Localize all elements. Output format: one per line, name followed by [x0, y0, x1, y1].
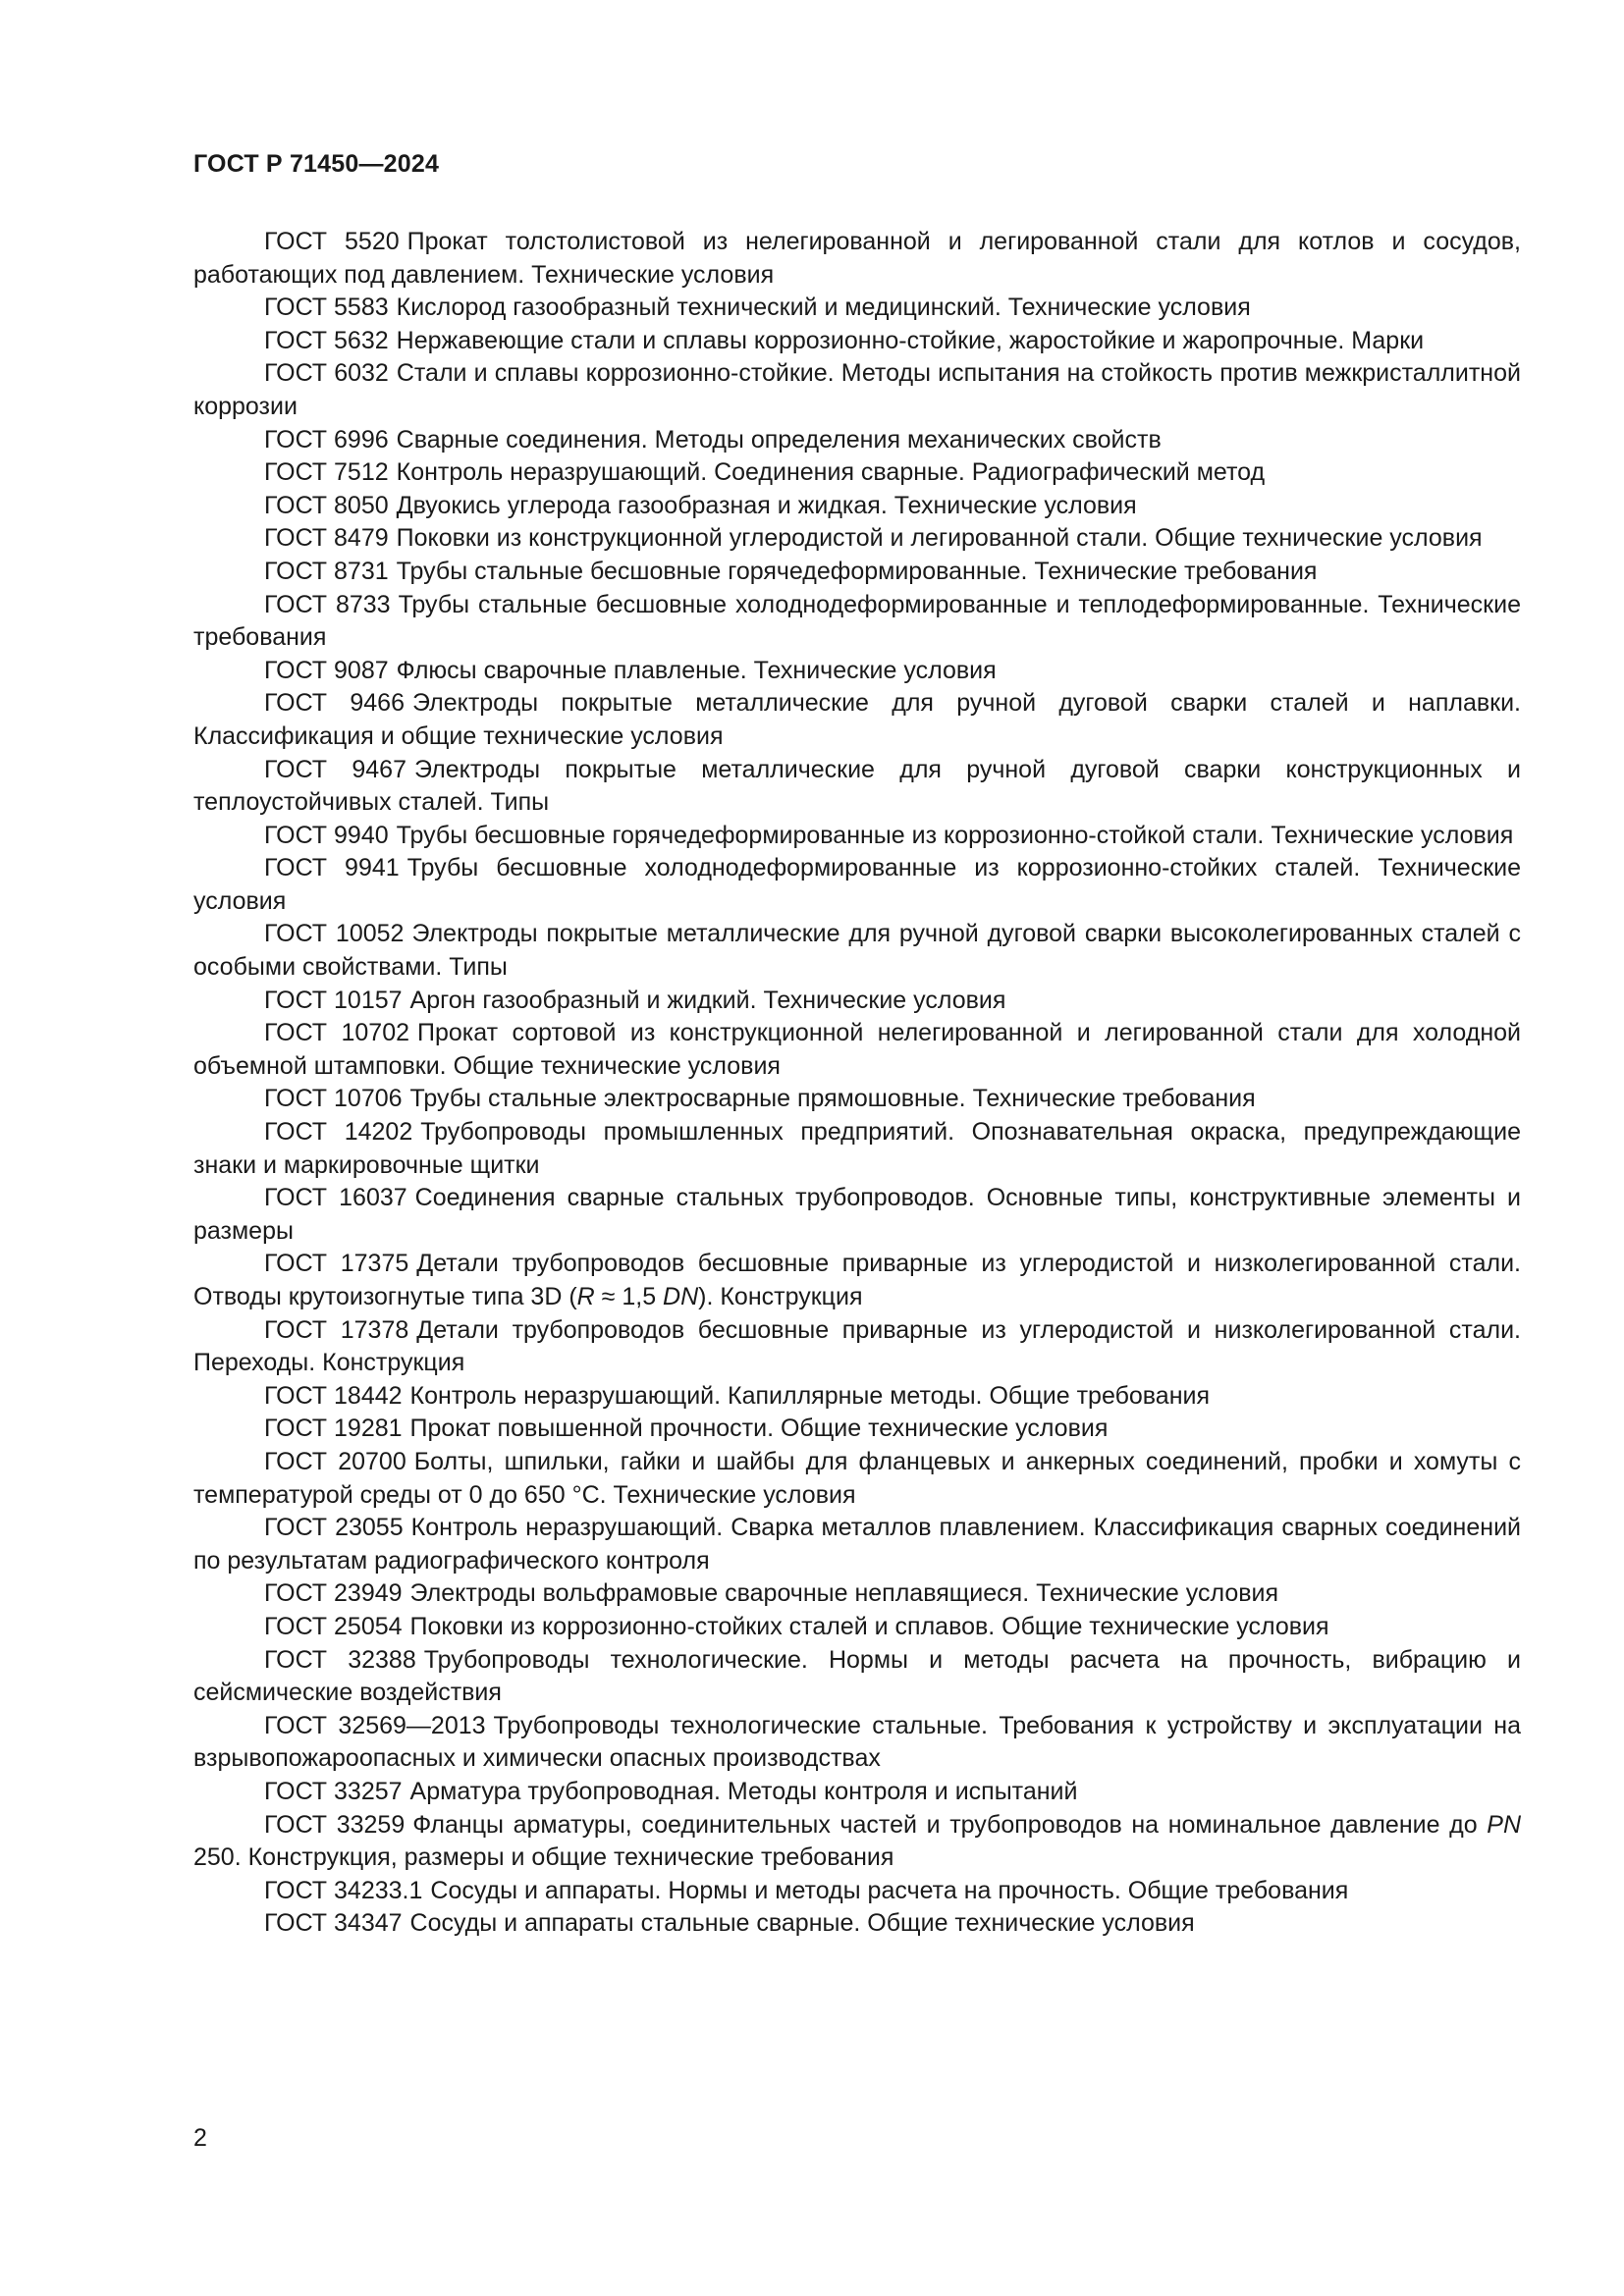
nominal-diameter-symbol: DN [663, 1283, 699, 1310]
reference-code: ГОСТ 5520 [264, 228, 400, 255]
reference-item [193, 1776, 1521, 1809]
reference-code: ГОСТ 8479 [264, 524, 389, 553]
reference-code: ГОСТ 23949 [264, 1579, 403, 1608]
reference-item [193, 1182, 1521, 1248]
reference-item [193, 1907, 1521, 1941]
reference-item [193, 292, 1521, 325]
reference-code: ГОСТ 10157 [264, 986, 403, 1014]
reference-title: Трубы бесшовные горячедеформированные из коррозионно-стойкой стали. Технические условия [396, 821, 1514, 849]
reference-item [193, 918, 1521, 984]
reference-code: ГОСТ 19281 [264, 1415, 403, 1443]
reference-title: Детали трубопроводов бесшовные приварные из углеродистой и низколегированной стали. Отводы крутоизогнутые типа 3D ( [193, 1250, 1521, 1310]
reference-item [193, 820, 1521, 853]
reference-code: ГОСТ 18442 [264, 1381, 403, 1410]
reference-item [193, 1116, 1521, 1182]
reference-item [193, 522, 1521, 556]
reference-item [193, 1809, 1521, 1875]
reference-item [193, 754, 1521, 820]
reference-code: ГОСТ 8731 [264, 557, 389, 585]
reference-item [193, 226, 1521, 292]
reference-item [193, 1380, 1521, 1414]
reference-item [193, 1314, 1521, 1380]
reference-title: Прокат толстолистовой из нелегированной и легированной стали для котлов и сосудов, работающих под давлением. Технические условия [193, 228, 1521, 289]
reference-code: ГОСТ 23055 [264, 1514, 404, 1542]
reference-item [193, 1577, 1521, 1611]
radius-symbol: R [576, 1283, 595, 1310]
reference-code: ГОСТ 20700 [264, 1447, 406, 1475]
reference-item [193, 985, 1521, 1018]
reference-item [193, 456, 1521, 490]
reference-item [193, 1446, 1521, 1512]
reference-code: ГОСТ 10706 [264, 1085, 403, 1113]
reference-title: Электроды покрытые металлические для ручной дуговой сварки конструкционных и теплоустойчивых сталей. Типы [193, 755, 1522, 817]
reference-title-end: ). Конструкция [698, 1283, 863, 1310]
reference-code: ГОСТ 8733 [264, 590, 391, 618]
reference-item [193, 556, 1521, 589]
reference-code: ГОСТ 17375 [264, 1250, 409, 1278]
reference-title: Сварные соединения. Методы определения механических свойств [396, 425, 1162, 454]
reference-code: ГОСТ 6996 [264, 425, 389, 454]
reference-title: Трубы бесшовные холоднодеформированные из коррозионно-стойких сталей. Технические условия [193, 854, 1521, 915]
reference-item [193, 1611, 1521, 1644]
reference-item [193, 357, 1521, 423]
reference-title: Прокат повышенной прочности. Общие технические условия [409, 1415, 1109, 1443]
reference-title-end: 250. Конструкция, размеры и общие технические требования [193, 1843, 894, 1872]
reference-code: ГОСТ 6032 [264, 359, 389, 388]
document-header: ГОСТ Р 71450—2024 [193, 150, 440, 178]
reference-title: Флюсы сварочные плавленые. Технические условия [396, 656, 997, 684]
reference-code: ГОСТ 10702 [264, 1019, 409, 1047]
reference-item [193, 1413, 1521, 1446]
normative-references-list [193, 226, 1521, 1941]
reference-title: Электроды покрытые металлические для ручной дуговой сварки сталей и наплавки. Классификация и общие технические условия [193, 689, 1521, 750]
reference-code: ГОСТ 32569—2013 [264, 1711, 486, 1739]
reference-title: Поковки из коррозионно-стойких сталей и сплавов. Общие технические условия [409, 1612, 1329, 1640]
nominal-pressure-symbol: PN [1487, 1810, 1521, 1839]
reference-code: ГОСТ 9087 [264, 656, 389, 684]
reference-title: Трубы стальные электросварные прямошовные. Технические требования [409, 1085, 1256, 1113]
reference-title: Фланцы арматуры, соединительных частей и трубопроводов на номинальное давление до [412, 1810, 1488, 1839]
reference-item [193, 1083, 1521, 1116]
reference-title: Двуокись углерода газообразная и жидкая. Технические условия [396, 491, 1137, 519]
reference-title: Сосуды и аппараты стальные сварные. Общие технические условия [409, 1909, 1195, 1938]
reference-item [193, 1875, 1521, 1908]
reference-title: Трубопроводы промышленных предприятий. Опознавательная окраска, предупреждающие знаки и маркировочные щитки [193, 1118, 1521, 1179]
reference-code: ГОСТ 17378 [264, 1315, 409, 1344]
reference-title: Прокат сортовой из конструкционной нелегированной и легированной стали для холодной объемной штамповки. Общие технические условия [193, 1019, 1521, 1080]
reference-code: ГОСТ 33257 [264, 1777, 403, 1805]
reference-title: Контроль неразрушающий. Сварка металлов плавлением. Классификация сварных соединений по результатам радиографического контроля [193, 1514, 1521, 1575]
reference-title: Стали и сплавы коррозионно-стойкие. Методы испытания на стойкость против межкристаллитной коррозии [193, 359, 1521, 420]
reference-item [193, 325, 1521, 358]
reference-item [193, 424, 1521, 457]
reference-item [193, 1710, 1521, 1776]
reference-title: Контроль неразрушающий. Капиллярные методы. Общие требования [409, 1381, 1211, 1410]
reference-title-mid: ≈ 1,5 [594, 1283, 664, 1310]
reference-title: Поковки из конструкционной углеродистой и легированной стали. Общие технические условия [396, 524, 1483, 553]
reference-code: ГОСТ 7512 [264, 458, 389, 487]
reference-code: ГОСТ 10052 [264, 920, 405, 948]
reference-code: ГОСТ 34233.1 [264, 1876, 423, 1904]
reference-title: Контроль неразрушающий. Соединения сварные. Радиографический метод [396, 458, 1266, 487]
reference-code: ГОСТ 8050 [264, 491, 389, 519]
reference-title: Детали трубопроводов бесшовные приварные из углеродистой и низколегированной стали. Переходы. Конструкция [193, 1315, 1521, 1377]
reference-code: ГОСТ 9466 [264, 689, 405, 718]
reference-title: Электроды покрытые металлические для ручной дуговой сварки высоколегированных сталей с особыми свойствами. Типы [193, 920, 1521, 982]
reference-title: Трубы стальные бесшовные горячедеформированные. Технические требования [396, 557, 1318, 585]
reference-item [193, 687, 1521, 753]
reference-title: Трубопроводы технологические стальные. Требования к устройству и эксплуатации на взрывопожароопасных и химически опасных производствах [193, 1711, 1521, 1773]
reference-title: Нержавеющие стали и сплавы коррозионно-стойкие, жаростойкие и жаропрочные. Марки [396, 326, 1425, 354]
reference-title: Трубы стальные бесшовные холоднодеформированные и теплодеформированные. Технические требования [193, 590, 1521, 652]
reference-code: ГОСТ 5632 [264, 326, 389, 354]
reference-code: ГОСТ 5583 [264, 294, 389, 322]
reference-code: ГОСТ 14202 [264, 1118, 413, 1147]
page-number: 2 [193, 2124, 207, 2152]
reference-code: ГОСТ 25054 [264, 1612, 403, 1640]
reference-title: Арматура трубопроводная. Методы контроля и испытаний [409, 1777, 1078, 1805]
reference-code: ГОСТ 9467 [264, 755, 406, 783]
reference-title: Аргон газообразный и жидкий. Технические условия [409, 986, 1006, 1014]
reference-title: Сосуды и аппараты. Нормы и методы расчета на прочность. Общие требования [430, 1876, 1349, 1904]
reference-code: ГОСТ 9940 [264, 821, 389, 849]
reference-item [193, 852, 1521, 918]
reference-title: Кислород газообразный технический и медицинский. Технические условия [396, 294, 1251, 322]
reference-item [193, 589, 1521, 655]
reference-title: Болты, шпильки, гайки и шайбы для фланцевых и анкерных соединений, пробки и хомуты с температурой среды от 0 до 650 °С. Технические условия [193, 1447, 1521, 1509]
reference-code: ГОСТ 33259 [264, 1810, 406, 1839]
reference-item [193, 1644, 1521, 1710]
reference-title: Трубопроводы технологические. Нормы и методы расчета на прочность, вибрацию и сейсмические воздействия [193, 1645, 1521, 1707]
reference-item [193, 1248, 1521, 1313]
reference-item [193, 655, 1521, 688]
reference-item [193, 490, 1521, 523]
reference-title: Электроды вольфрамовые сварочные неплавящиеся. Технические условия [409, 1579, 1279, 1608]
reference-item [193, 1017, 1521, 1083]
reference-title: Соединения сварные стальных трубопроводов. Основные типы, конструктивные элементы и размеры [193, 1184, 1521, 1245]
reference-code: ГОСТ 34347 [264, 1909, 403, 1938]
reference-code: ГОСТ 16037 [264, 1184, 407, 1212]
reference-item [193, 1512, 1521, 1577]
reference-code: ГОСТ 9941 [264, 854, 400, 882]
reference-code: ГОСТ 32388 [264, 1645, 416, 1674]
